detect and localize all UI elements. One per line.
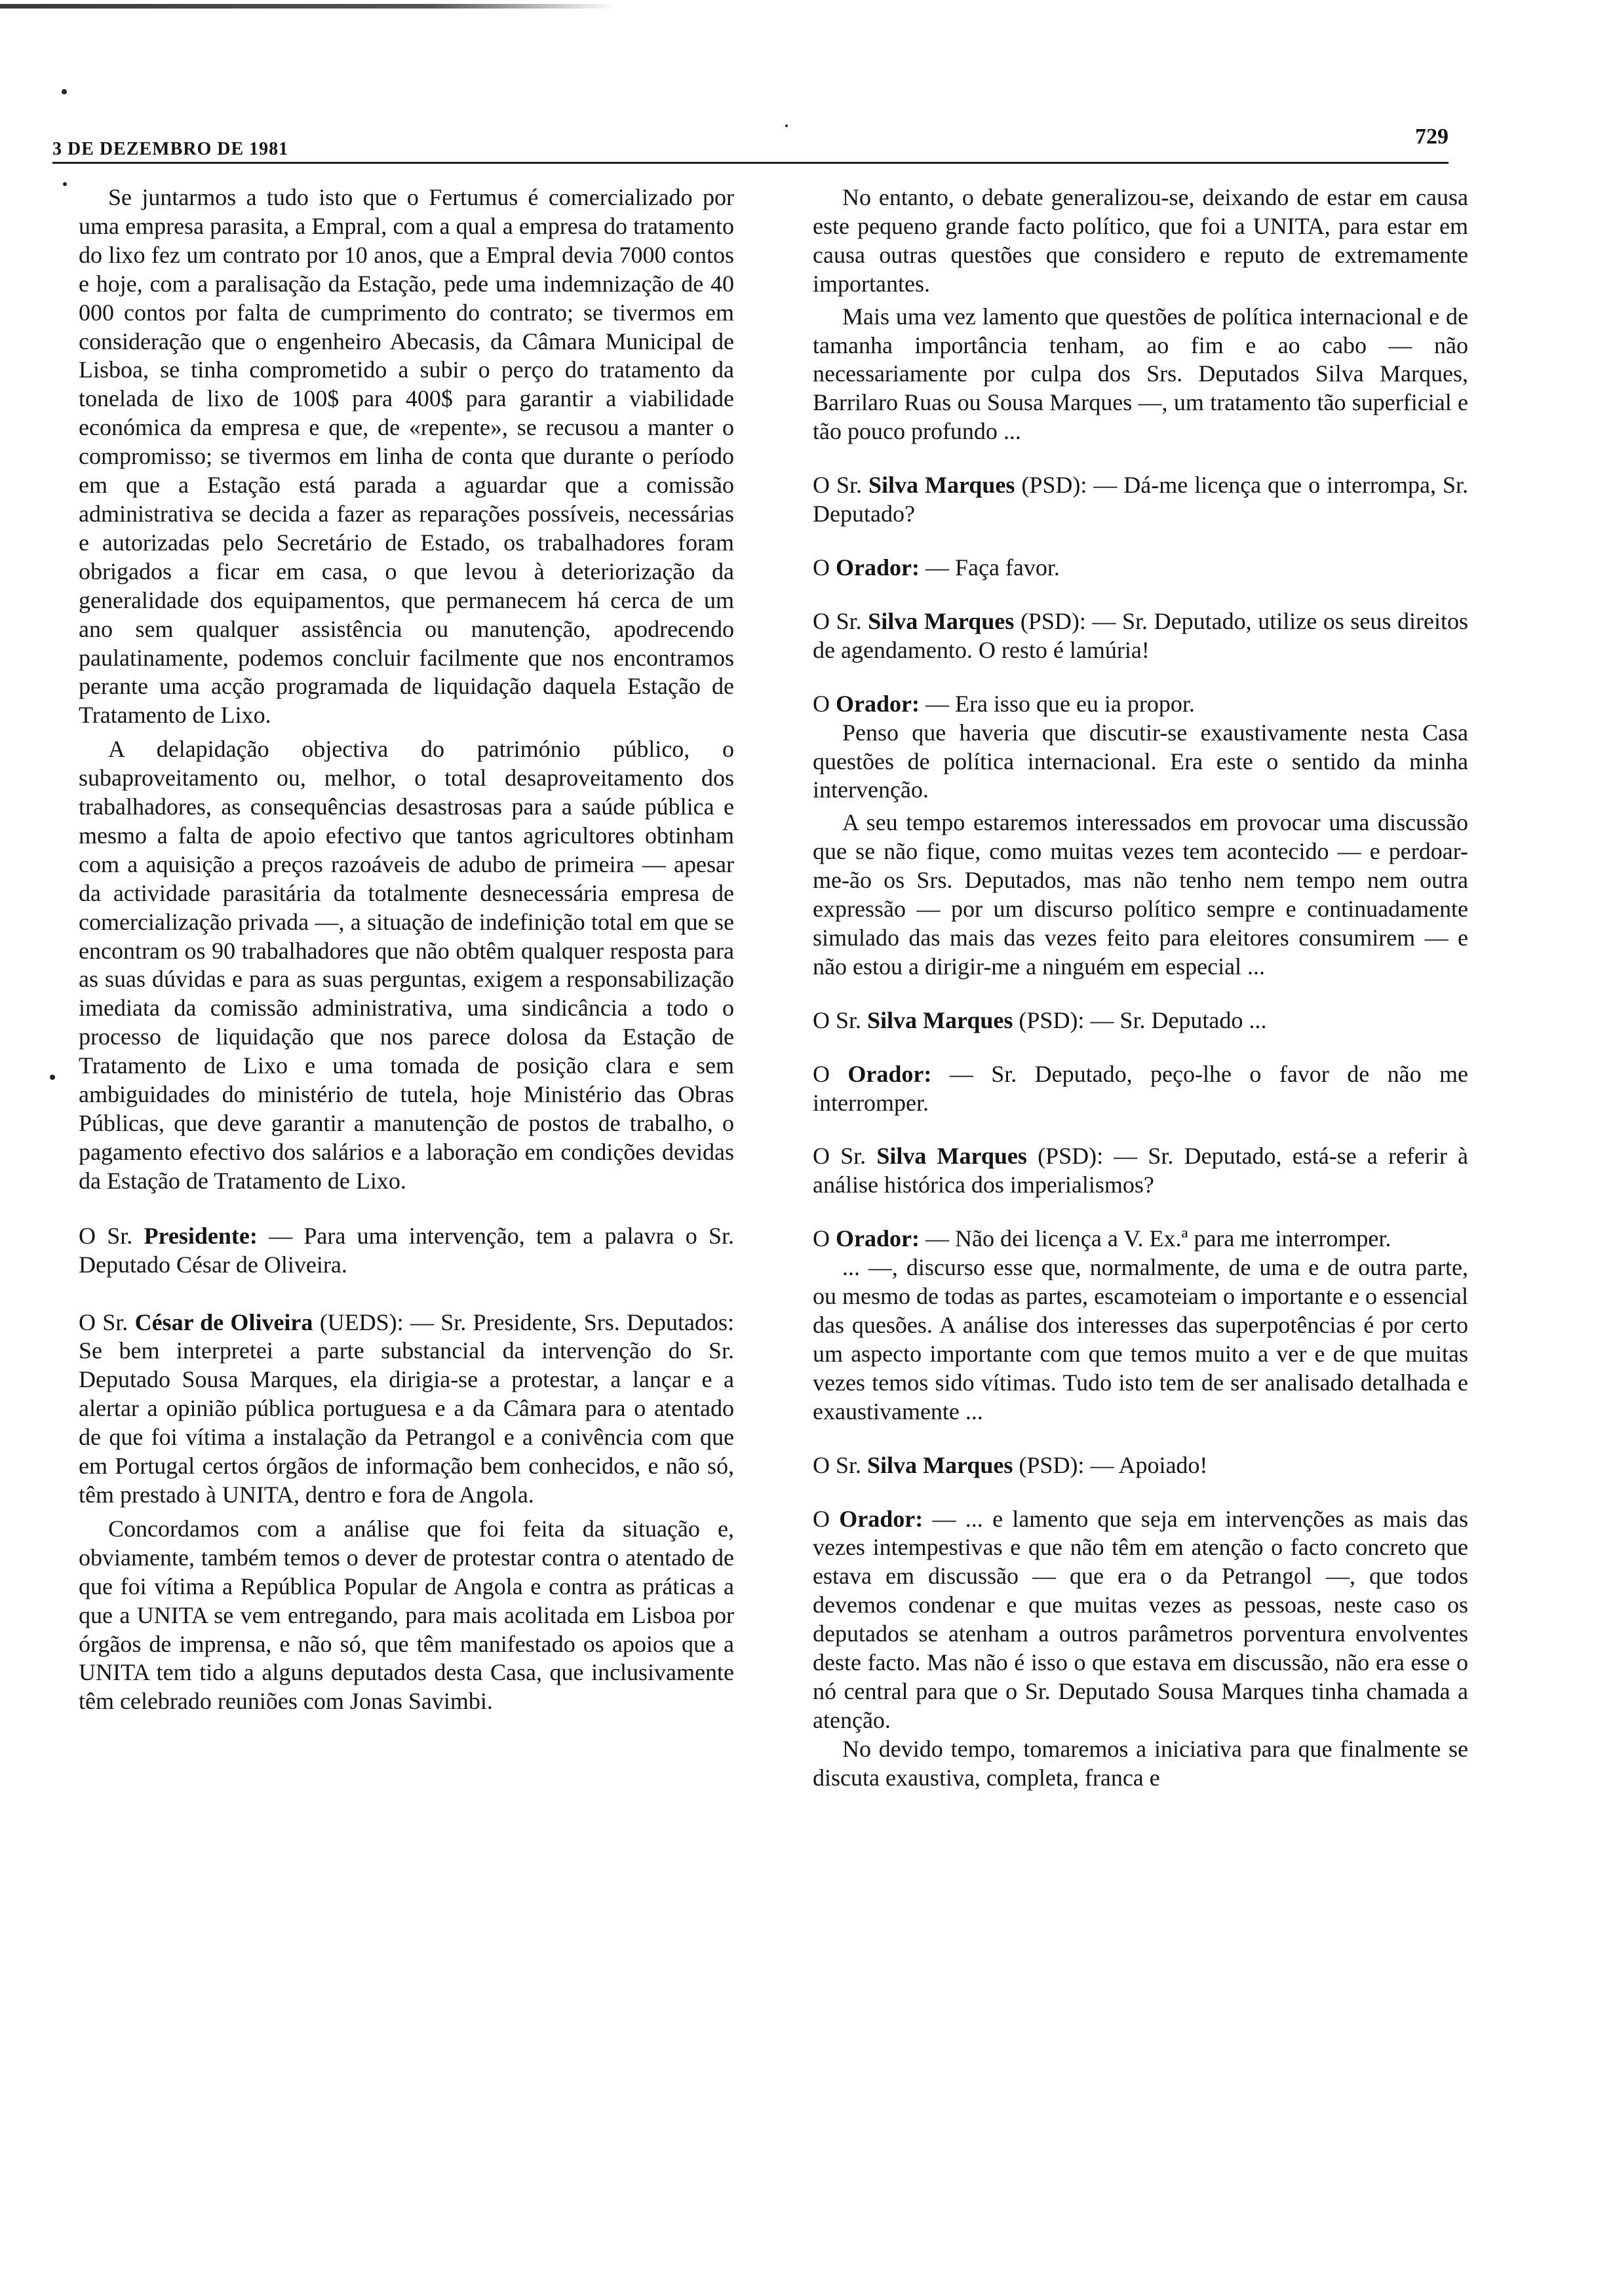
speaker-prefix: O (813, 690, 830, 717)
margin-mark (62, 89, 67, 94)
paragraph (813, 183, 1468, 299)
speaker-turn (813, 554, 1468, 583)
speech-text: — Para uma intervenção, tem a palavra o Sr. Deputado César de Oliveira. (79, 1222, 735, 1278)
paragraph-text: Se juntarmos a tudo isto que o Fertumus é comercializado por uma empresa parasita, a Empral, com a qual a empresa do tratamento do lixo fez um contrato por 10 anos, que a Empral devia 7000 contos e hoje, com a paralisação da Estação, pede uma indemnização de 40 000 contos por falta de cumprimento do contrato; se tivermos em consideração que o engenheiro Abecasis, da Câmara Municipal de Lisboa, se tinha comprometido a subir o perço do tratamento da tonelada de lixo de 100$ para 400$ para garantir a viabilidade económica da empresa e que, de «repente», se recusou a manter o compromisso; se tivermos em linha de conta que durante o período em que a Estação está parada a aguardar que a comissão administrativa se decida a fazer as reparações possíveis, necessárias e autorizadas pelo Secretário de Estado, os trabalhadores foram obrigados a ficar em casa, o que levou à deteriorização da generalidade dos equipamentos, que permanecem há cerca de um ano sem qualquer assistência ou manutenção, apodrecendo paulatinamente, podemos concluir facilmente que nos encontramos perante uma acção programada de liquidação daquela Estação de Tratamento de Lixo. (79, 184, 734, 729)
speaker-prefix: O (813, 1060, 830, 1087)
margin-mark (63, 182, 67, 186)
speaker-name: Orador: (839, 1505, 924, 1532)
paragraph (79, 1515, 734, 1716)
speech-text: — Não dei licença a V. Ex.ª para me interromper. (925, 1225, 1391, 1252)
speaker-turn (813, 1060, 1468, 1118)
paragraph-text: Concordamos com a análise que foi feita da situação e, obviamente, também temos o dever de protestar contra o atentado de que foi vítima a República Popular de Angola e contra as práticas a que a UNITA se vem entregando, para mais acolitada em Lisboa por órgãos de imprensa, e não só, que têm manifestado os apoios que a UNITA tem tido a alguns deputados desta Casa, que inclusivamente têm celebrado reuniões com Jonas Savimbi. (79, 1515, 734, 1715)
speech-text: (PSD): — Dá-me licença que o interrompa, Sr. Deputado? (813, 472, 1469, 527)
right-column (813, 183, 1468, 1793)
speaker-name: Orador: (836, 1225, 920, 1252)
left-column (79, 183, 734, 1716)
speaker-turn (79, 1222, 734, 1280)
speech-text: — Era isso que eu ia propor. (925, 690, 1195, 717)
speaker-turn (813, 1225, 1468, 1253)
speech-text: — Faça favor. (925, 554, 1060, 581)
speaker-turn (813, 1006, 1468, 1035)
speaker-prefix: O Sr. (813, 1006, 862, 1033)
paragraph (813, 303, 1468, 447)
paragraph (79, 183, 734, 730)
speech-text: (UEDS): — Sr. Presidente, Srs. Deputados: Se bem interpretei a parte substancial da intervenção do Sr. Deputado Sousa Marques, ela dirigia-se a protestar, a lançar e a alertar a opinião pública portuguesa e a da Câmara para o atentado de que foi vítima a instalação da Petrangol e a conivência com que em Portugal certos órgãos de informação bem conhecidos, e não só, têm prestado à UNITA, dentro e fora de Angola. (79, 1309, 735, 1508)
speech-text: (PSD): — Sr. Deputado, utilize os seus direitos de agendamento. O resto é lamúria! (813, 607, 1468, 663)
speaker-name: Silva Marques (867, 1006, 1013, 1033)
paragraph-text: No entanto, o debate generalizou-se, deixando de estar em causa este pequeno grande facto político, que foi a UNITA, para estar em causa outras questões que considero e reputo de extremamente importantes. (813, 184, 1468, 297)
speaker-turn (813, 1505, 1468, 1735)
speaker-turn (813, 1142, 1468, 1200)
speaker-name: César de Oliveira (134, 1309, 313, 1335)
paragraph-text: Mais uma vez lamento que questões de política internacional e de tamanha importância tenham, ao fim e ao cabo — não necessariamente por culpa dos Srs. Deputados Silva Marques, Barrilaro Ruas ou Sousa Marques —, um tratamento tão superficial e tão pouco profundo ... (813, 303, 1468, 445)
paragraph (813, 1253, 1468, 1426)
paragraph (79, 735, 734, 1196)
scan-edge-rule (0, 4, 616, 9)
header-rule (52, 162, 1449, 164)
paragraph-text: No devido tempo, tomaremos a iniciativa para que finalmente se discuta exaustiva, completa, franca e (813, 1735, 1468, 1791)
speaker-prefix: O Sr. (813, 1143, 866, 1170)
margin-mark (50, 1075, 55, 1080)
speaker-turn (813, 690, 1468, 719)
speaker-turn (813, 471, 1468, 529)
speaker-turn (813, 1451, 1468, 1480)
speech-text: (PSD): — Apoiado! (1019, 1451, 1208, 1478)
paragraph-text: Penso que haveria que discutir-se exaustivamente nesta Casa questões de política internacional. Era este o sentido da minha intervenção. (813, 719, 1468, 803)
speaker-prefix: O Sr. (813, 472, 863, 499)
speech-text: (PSD): — Sr. Deputado ... (1019, 1006, 1267, 1033)
paragraph (813, 719, 1468, 805)
header-date: 3 DE DEZEMBRO DE 1981 (52, 139, 289, 159)
speaker-name: Silva Marques (868, 472, 1015, 499)
speaker-name: Orador: (836, 690, 920, 717)
page-header (52, 124, 1449, 164)
speech-text: — Sr. Deputado, peço-lhe o favor de não me interromper. (813, 1060, 1468, 1116)
speaker-turn (813, 607, 1468, 665)
speaker-turn (79, 1309, 734, 1510)
speaker-prefix: O (813, 554, 830, 581)
paragraph-text: A delapidação objectiva do património público, o subaproveitamento ou, melhor, o total desaproveitamento dos trabalhadores, as consequências desastrosas para a saúde pública e mesmo a falta de apoio efectivo que tantos agricultores obtinham com a aquisição a preços razoáveis de adubo de primeira — apesar da actividade parasitária da totalmente desnecessária empresa de comercialização privada —, a situação de indefinição total em que se encontram os 90 trabalhadores que não obtêm qualquer resposta para as suas dúvidas e para as suas perguntas, exigem a responsabilização imediata da comissão administrativa, uma sindicância a todo o processo de liquidação que nos parece dolosa da Estação de Tratamento de Lixo e uma tomada de posição clara e sem ambiguidades do ministério de tutela, hoje Ministério das Obras Públicas, que deve garantir a manutenção de postos de trabalho, o pagamento efectivo dos salários e a laboração em condições devidas da Estação de Tratamento de Lixo. (79, 736, 734, 1194)
paragraph (813, 1735, 1468, 1793)
speaker-name: Orador: (847, 1060, 932, 1087)
speaker-prefix: O (813, 1225, 830, 1252)
speaker-name: Silva Marques (868, 607, 1015, 634)
speaker-name: Silva Marques (876, 1143, 1027, 1170)
speaker-name: Orador: (836, 554, 920, 581)
speaker-prefix: O Sr. (813, 607, 862, 634)
speech-text: (PSD): — Sr. Deputado, está-se a referir à análise histórica dos imperialismos? (813, 1143, 1469, 1198)
speaker-prefix: O (813, 1505, 830, 1532)
paragraph (813, 809, 1468, 981)
speech-text: — ... e lamento que seja em intervenções as mais das vezes intempestivas e que não têm em atenção o facto concreto que estava em discussão — que era o da Petrangol —, que todos devemos condenar e que muitas vezes as pessoas, neste caso os deputados se atenham a outros parâmetros porventura envolventes deste facto. Mas não é isso o que estava em discussão, não era esse o nó central para que o Sr. Deputado Sousa Marques tinha chamada a atenção. (813, 1505, 1469, 1733)
speaker-name: Presidente: (144, 1222, 258, 1249)
speaker-name: Silva Marques (867, 1451, 1013, 1478)
page-number: 729 (1415, 124, 1449, 149)
speaker-prefix: O Sr. (79, 1309, 128, 1335)
speaker-prefix: O Sr. (79, 1222, 133, 1249)
paragraph-text: ... —, discurso esse que, normalmente, de uma e de outra parte, ou mesmo de todas as partes, escamoteiam o importante e o essencial das quesões. A análise dos interesses das superpotências é por certo um aspecto importante com que temos muito a ver e de que muitas vezes temos sido vítimas. Tudo isto tem de ser analisado detalhada e exaustivamente ... (813, 1254, 1468, 1425)
paragraph-text: A seu tempo estaremos interessados em provocar uma discussão que se não fique, como muitas vezes tem acontecido — e perdoar-me-ão os Srs. Deputados, mas não tenho nem tempo nem outra expressão — por um discurso político sempre e continuadamente simulado das mais das vezes feito para eleitores consumirem — e não estou a dirigir-me a ninguém em especial ... (813, 809, 1468, 980)
speaker-prefix: O Sr. (813, 1451, 862, 1478)
